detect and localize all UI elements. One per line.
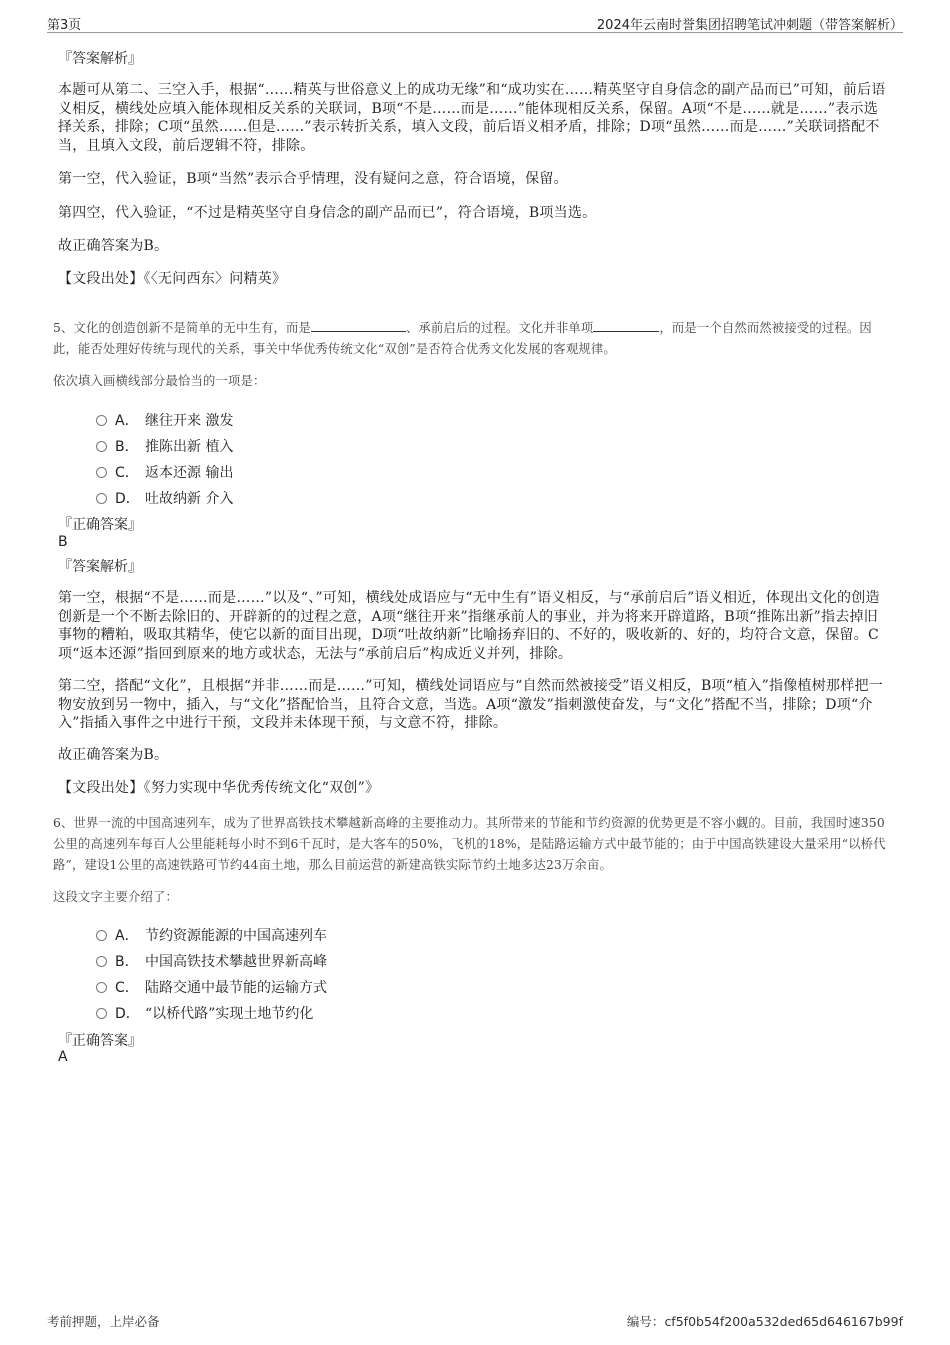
radio-icon[interactable]	[96, 441, 107, 452]
fill-blank	[593, 319, 659, 332]
correct-answer: A	[58, 1049, 68, 1065]
radio-icon[interactable]	[96, 415, 107, 426]
radio-icon[interactable]	[96, 1008, 107, 1019]
option-c[interactable]: C． 返本还源 输出	[96, 462, 233, 482]
fill-blank	[311, 319, 406, 332]
analysis-paragraph: 第四空，代入验证，“不过是精英坚守自身信念的副产品而已”，符合语境，B项当选。	[58, 205, 597, 221]
analysis-heading: 『答案解析』	[58, 51, 142, 67]
option-d[interactable]: D． 吐故纳新 介入	[96, 488, 233, 508]
document-title: 2024年云南时誉集团招聘笔试冲刺题（带答案解析）	[596, 18, 903, 33]
radio-icon[interactable]	[96, 930, 107, 941]
option-b[interactable]: B． 中国高铁技术攀越世界新高峰	[96, 951, 327, 971]
option-b[interactable]: B． 推陈出新 植入	[96, 436, 233, 456]
question-prompt: 这段文字主要介绍了：	[53, 890, 178, 904]
radio-icon[interactable]	[96, 467, 107, 478]
option-a[interactable]: A． 节约资源能源的中国高速列车	[96, 925, 327, 945]
radio-icon[interactable]	[96, 956, 107, 967]
source-citation: 【文段出处】《努力实现中华优秀传统文化“双创”》	[58, 780, 380, 796]
question-prompt: 依次填入画横线部分最恰当的一项是：	[53, 374, 266, 388]
page-header	[47, 12, 903, 33]
analysis-paragraph: 本题可从第二、三空入手，根据“……精英与世俗意义上的成功无缘”和“成功实在……精英坚守自身信念的副产品而已”可知，前后语义相反，横线处应填入能体现相反关系的关联词，B项“不是……而是……”能体现相反关系，保留。A项“不是……就是……”表示选择关系，排除；C项“虽然……但是……”表示转折关系，填入文段，前后语义相矛盾，排除；D项“虽然……而是……”关联词搭配不当，且填入文段，前后逻辑不符，排除。	[58, 82, 886, 154]
option-d[interactable]: D． “以桥代路”实现土地节约化	[96, 1003, 313, 1023]
footer-slogan: 考前押题，上岸必备	[47, 1314, 160, 1329]
source-citation: 【文段出处】《〈无问西东〉问精英》	[58, 271, 287, 287]
radio-icon[interactable]	[96, 493, 107, 504]
correct-answer-heading: 『正确答案』	[58, 1033, 142, 1049]
analysis-paragraph: 第一空，代入验证，B项“当然”表示合乎情理，没有疑问之意，符合语境，保留。	[58, 171, 568, 187]
option-c[interactable]: C． 陆路交通中最节能的运输方式	[96, 977, 327, 997]
answer-conclusion: 故正确答案为B。	[58, 238, 169, 254]
document-code: 编号：cf5f0b54f200a532ded65d646167b99f	[626, 1314, 903, 1329]
page-number: 第3页	[47, 18, 82, 33]
analysis-heading: 『答案解析』	[58, 559, 142, 575]
option-a[interactable]: A． 继往开来 激发	[96, 410, 233, 430]
analysis-paragraph: 第二空，搭配“文化”，且根据“并非……而是……”可知，横线处词语应与“自然而然被接受”语义相反，B项“植入”指像植树那样把一物安放到另一物中，插入，与“文化”搭配恰当，且符合文意，当选。A项“激发”指刺激使奋发，与“文化”搭配不当，排除；D项“介入”指插入事件之中进行干预，文段并未体现干预，与文意不符，排除。	[58, 678, 884, 731]
correct-answer-heading: 『正确答案』	[58, 517, 142, 533]
question-stem: 5、文化的创造创新不是简单的无中生有，而是 、承前启后的过程。文化并非单项 ，而是一个自然而然被接受的过程。因此，能否处理好传统与现代的关系，事关中华优秀传统文化“双创”是否符合优秀文化发展的客观规律。	[53, 321, 872, 356]
correct-answer: B	[58, 534, 68, 550]
analysis-paragraph: 第一空，根据“不是……而是……”以及“、”可知，横线处成语应与“无中生有”语义相反，与“承前启后”语义相近，体现出文化的创造创新是一个不断去除旧的、开辟新的的过程之意，A项“继往开来”指继承前人的事业，并为将来开辟道路，B项“推陈出新”指去掉旧事物的糟粕，吸取其精华，使它以新的面目出现，D项“吐故纳新”比喻扬弃旧的、不好的，吸收新的、好的，均符合文意，保留。C项“返本还源”指回到原来的地方或状态，无法与“承前启后”构成近义并列，排除。	[58, 590, 880, 662]
answer-conclusion: 故正确答案为B。	[58, 747, 169, 763]
question-stem: 6、世界一流的中国高速列车，成为了世界高铁技术攀越新高峰的主要推动力。其所带来的节能和节约资源的优势更是不容小觑的。目前，我国时速350公里的高速列车每百人公里能耗每小时不到6千瓦时，是大客车的50%，飞机的18%，是陆路运输方式中最节能的；由于中国高铁建设大量采用“以桥代路”，建设1公里的高速铁路可节约44亩土地，那么目前运营的新建高铁实际节约土地多达23万余亩。	[53, 816, 886, 872]
radio-icon[interactable]	[96, 982, 107, 993]
